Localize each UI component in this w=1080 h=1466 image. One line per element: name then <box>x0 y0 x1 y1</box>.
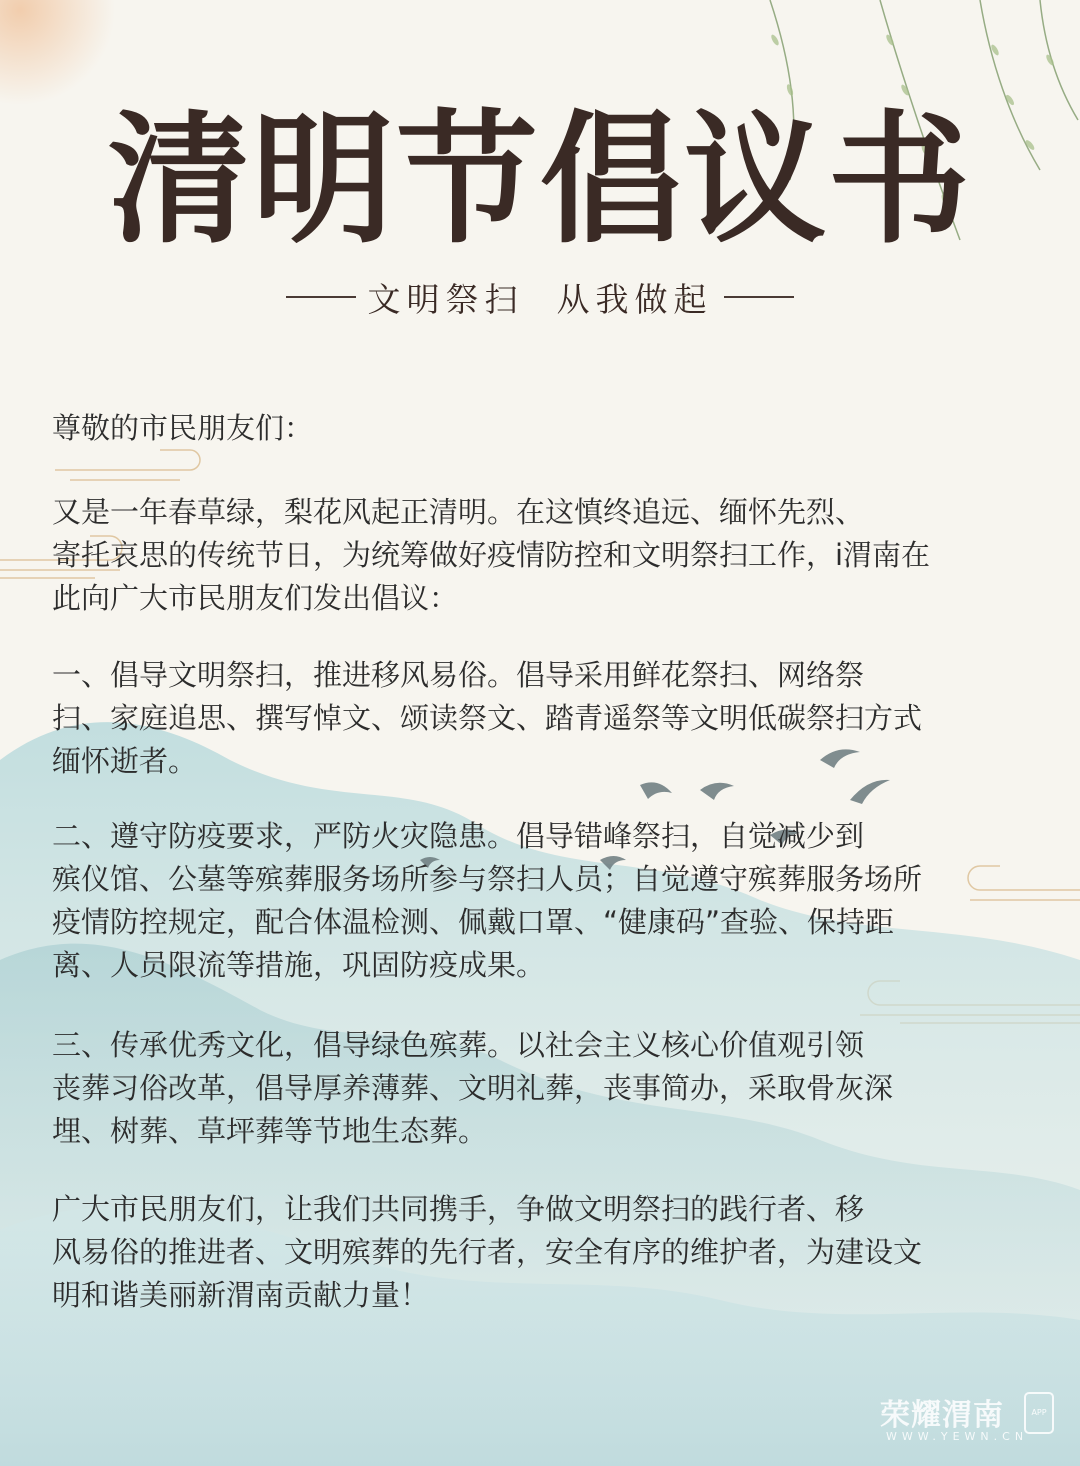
paragraph-intro <box>52 491 1042 620</box>
watermark-brand: 荣耀渭南 <box>880 1398 1004 1433</box>
page-title: 清明节倡议书 <box>108 97 972 263</box>
sun-glow <box>0 0 115 105</box>
paragraph-line: 扫、家庭追思、撰写悼文、颂读祭文、踏青遥祭等文明低碳祭扫方式 <box>52 701 923 735</box>
paragraph-line: 又是一年春草绿，梨花风起正清明。在这慎终追远、缅怀先烈、 <box>52 495 865 529</box>
paragraph-line: 殡仪馆、公墓等殡葬服务场所参与祭扫人员；自觉遵守殡葬服务场所 <box>52 862 923 896</box>
subtitle-row <box>0 272 1080 322</box>
brand-watermark <box>880 1390 1056 1446</box>
subtitle-rule-right <box>724 296 794 298</box>
paragraph-line: 埋、树葬、草坪葬等节地生态葬。 <box>52 1114 488 1148</box>
watermark-app-badge: APP <box>1024 1392 1054 1434</box>
subtitle: 文明祭扫 从我做起 <box>367 279 713 319</box>
paragraph-closing <box>52 1188 1042 1317</box>
paragraph-line: 此向广大市民朋友们发出倡议： <box>52 581 459 615</box>
paragraph-item-1 <box>52 654 1042 783</box>
paragraph-line: 寄托哀思的传统节日，为统筹做好疫情防控和文明祭扫工作，i渭南在 <box>52 538 931 572</box>
subtitle-rule-left <box>286 296 356 298</box>
paragraph-line: 一、倡导文明祭扫，推进移风易俗。倡导采用鲜花祭扫、网络祭 <box>52 658 865 692</box>
paragraph-line: 三、传承优秀文化，倡导绿色殡葬。以社会主义核心价值观引领 <box>52 1028 865 1062</box>
salutation-line: 尊敬的市民朋友们： <box>52 411 314 445</box>
paragraph-line: 明和谐美丽新渭南贡献力量！ <box>52 1278 430 1312</box>
watermark-domain: WWW.YEWN.CN <box>886 1430 1029 1443</box>
paragraph-line: 离、人员限流等措施，巩固防疫成果。 <box>52 948 546 982</box>
paragraph-line: 缅怀逝者。 <box>52 744 198 778</box>
paragraph-line: 疫情防控规定，配合体温检测、佩戴口罩、“健康码”查验、保持距 <box>52 905 895 939</box>
paragraph-line: 风易俗的推进者、文明殡葬的先行者，安全有序的维护者，为建设文 <box>52 1235 923 1269</box>
paragraph-line: 广大市民朋友们，让我们共同携手，争做文明祭扫的践行者、移 <box>52 1192 865 1226</box>
paragraph-line: 二、遵守防疫要求，严防火灾隐患。倡导错峰祭扫，自觉减少到 <box>52 819 865 853</box>
paragraph-item-2 <box>52 815 1042 987</box>
paragraph-item-3 <box>52 1024 1042 1153</box>
paragraph-line: 丧葬习俗改革，倡导厚养薄葬、文明礼葬，丧事简办，采取骨灰深 <box>52 1071 894 1105</box>
salutation <box>52 407 1042 450</box>
